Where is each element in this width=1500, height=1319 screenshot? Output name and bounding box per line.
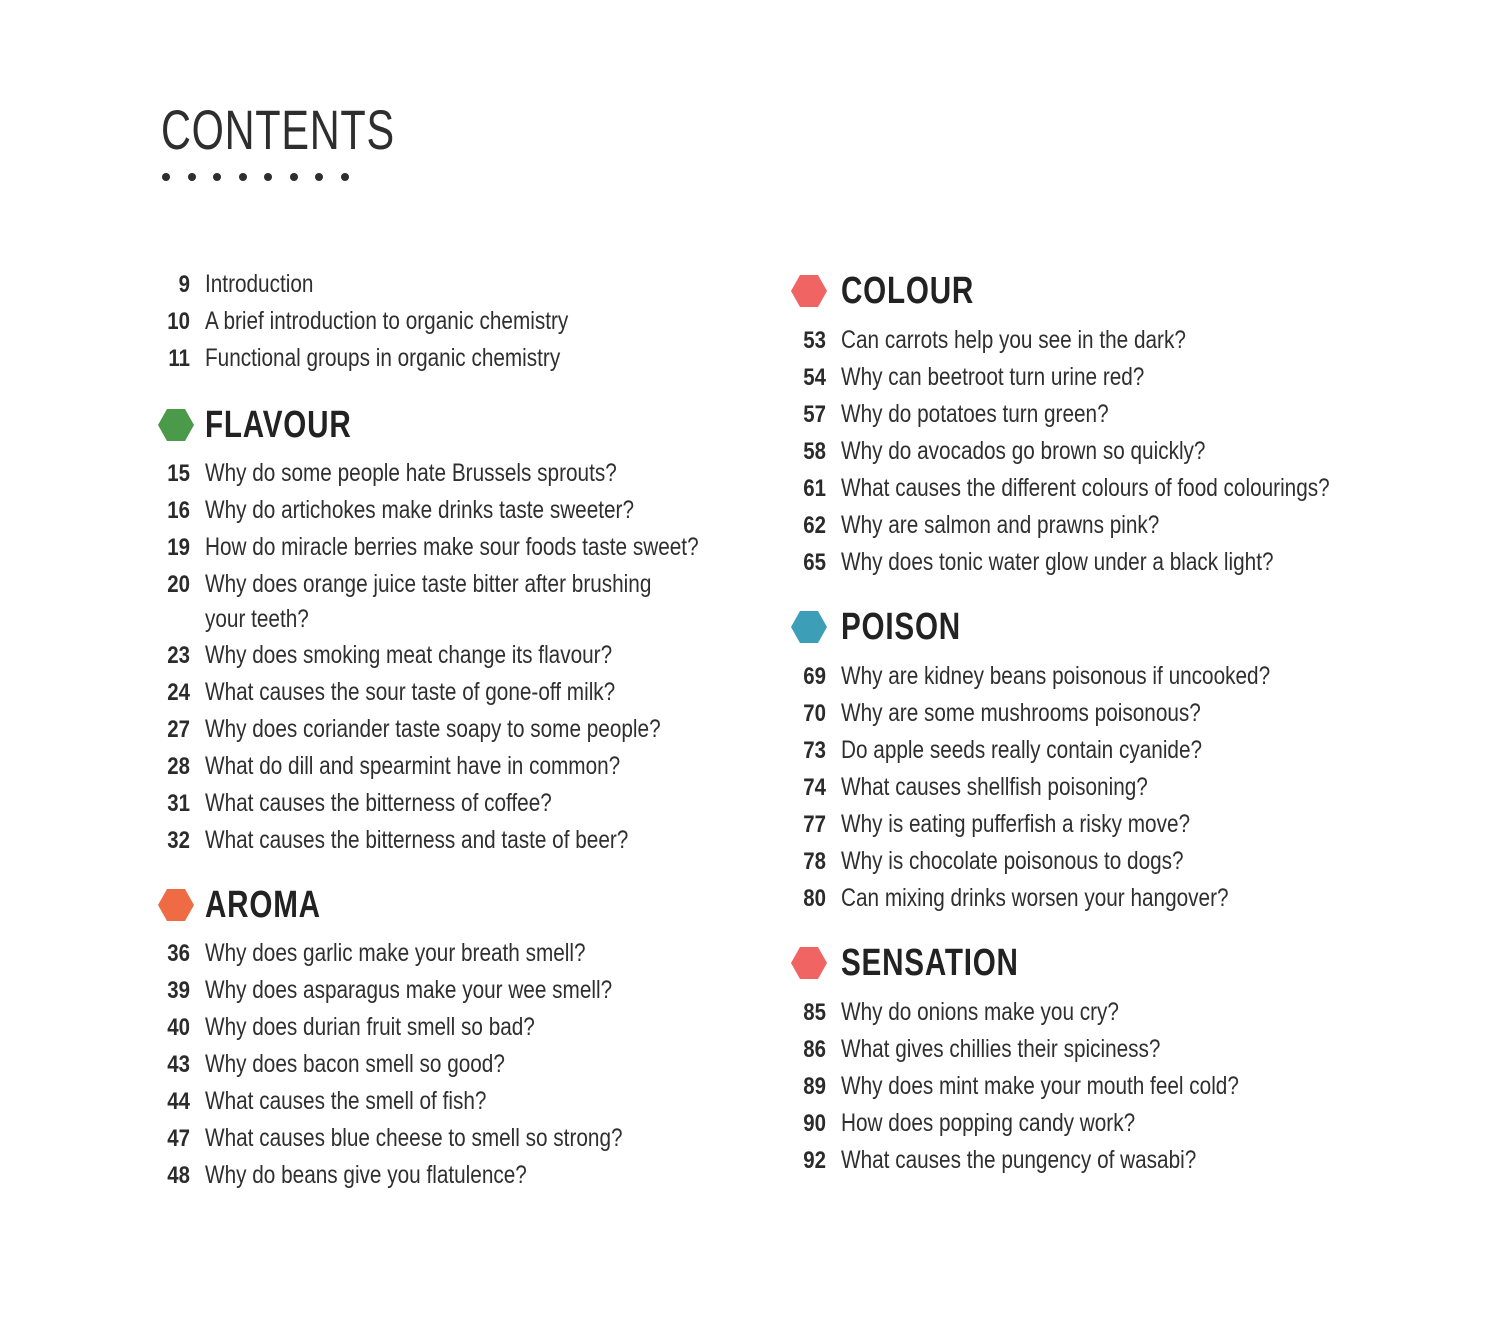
page-number: 43: [167, 1051, 190, 1078]
toc-entry: [0, 1144, 1500, 1181]
entry-title: Why do onions make you cry?: [841, 998, 1119, 1026]
page-number: 62: [803, 512, 826, 539]
dot: [213, 173, 221, 181]
page-number: 54: [803, 364, 826, 391]
entry-title: Why does tonic water glow under a black light?: [841, 548, 1274, 576]
toc-entry: [0, 1033, 1500, 1070]
entry-title: Why does coriander taste soapy to some people?: [205, 715, 661, 743]
page-number: 58: [803, 438, 826, 465]
page-number: 86: [803, 1036, 826, 1063]
page-number: 11: [168, 345, 190, 372]
entry-title: Why do some people hate Brussels sprouts?: [205, 459, 617, 487]
entry-title: A brief introduction to organic chemistry: [205, 307, 569, 335]
page-number: 48: [167, 1162, 190, 1189]
entry-title: Why is chocolate poisonous to dogs?: [841, 847, 1184, 875]
dot: [341, 173, 349, 181]
entry-title: What gives chillies their spiciness?: [841, 1035, 1161, 1063]
entry-title: Why does garlic make your breath smell?: [205, 939, 586, 967]
page-number: 23: [167, 642, 190, 669]
entry-title: Why do avocados go brown so quickly?: [841, 437, 1206, 465]
page-number: 90: [803, 1110, 826, 1137]
toc-entry: [0, 996, 1500, 1033]
page-number: 20: [167, 571, 190, 598]
toc-entry: [0, 660, 1500, 697]
entry-title: Why are kidney beans poisonous if uncooked?: [841, 662, 1271, 690]
entry-title: Why do beans give you flatulence?: [205, 1161, 527, 1189]
section-heading-poison: [791, 605, 1391, 649]
entry-title: What do dill and spearmint have in common?: [205, 752, 621, 780]
section-title: AROMA: [205, 884, 321, 926]
page-number: 69: [803, 663, 826, 690]
toc-entry: [0, 1107, 1500, 1144]
entry-title: Introduction: [205, 270, 314, 298]
page-number: 85: [803, 999, 826, 1026]
entry-title: Why does smoking meat change its flavour?: [205, 641, 613, 669]
page-number: 36: [167, 940, 190, 967]
toc-entry: [0, 546, 1500, 583]
section-title: COLOUR: [841, 270, 975, 312]
page-number: 24: [167, 679, 190, 706]
section-heading-sensation: [791, 941, 1391, 985]
page-number: 44: [167, 1088, 190, 1115]
toc-entry: [0, 734, 1500, 771]
entry-title: Can carrots help you see in the dark?: [841, 326, 1186, 354]
toc-entry: [0, 845, 1500, 882]
dot: [264, 173, 272, 181]
page-number: 77: [803, 811, 826, 838]
entry-title: What causes the pungency of wasabi?: [841, 1146, 1197, 1174]
toc-entry: [0, 1070, 1500, 1107]
entry-title: How does popping candy work?: [841, 1109, 1136, 1137]
entry-title: What causes blue cheese to smell so strong?: [205, 1124, 623, 1152]
entry-title: Why are some mushrooms poisonous?: [841, 699, 1201, 727]
page-number: 78: [803, 848, 826, 875]
page-number: 16: [167, 497, 190, 524]
page-number: 15: [167, 460, 190, 487]
entry-title: Why does bacon smell so good?: [205, 1050, 505, 1078]
entry-title: Why are salmon and prawns pink?: [841, 511, 1160, 539]
page-number: 9: [178, 271, 190, 298]
entry-title: Why can beetroot turn urine red?: [841, 363, 1145, 391]
entry-title: Can mixing drinks worsen your hangover?: [841, 884, 1229, 912]
entry-title: Why do artichokes make drinks taste sweeter?: [205, 496, 635, 524]
toc-entry: [0, 435, 1500, 472]
entry-title-continuation: your teeth?: [205, 605, 309, 633]
title-dot-divider: [162, 173, 349, 181]
entry-title: Why does orange juice taste bitter after brushing: [205, 570, 652, 598]
entry-title: Why does mint make your mouth feel cold?: [841, 1072, 1239, 1100]
toc-entry: [0, 361, 1500, 398]
section-heading-colour: [791, 269, 1391, 313]
page-number: 28: [167, 753, 190, 780]
entry-title: What causes the sour taste of gone-off milk?: [205, 678, 616, 706]
entry-title: What causes the bitterness and taste of beer?: [205, 826, 629, 854]
entry-title: Why does asparagus make your wee smell?: [205, 976, 613, 1004]
page-number: 19: [167, 534, 190, 561]
dot: [290, 173, 298, 181]
entry-title: How do miracle berries make sour foods taste sweet?: [205, 533, 699, 561]
page-title: CONTENTS: [161, 98, 395, 161]
page-number: 10: [167, 308, 190, 335]
dot: [239, 173, 247, 181]
entry-title: What causes the bitterness of coffee?: [205, 789, 552, 817]
toc-entry: [0, 324, 1500, 361]
entry-title: Functional groups in organic chemistry: [205, 344, 561, 372]
page-number: 40: [167, 1014, 190, 1041]
page-number: 92: [803, 1147, 826, 1174]
dot: [315, 173, 323, 181]
page-number: 47: [167, 1125, 190, 1152]
entry-title: Why is eating pufferfish a risky move?: [841, 810, 1191, 838]
entry-title: What causes shellfish poisoning?: [841, 773, 1148, 801]
entry-title: Do apple seeds really contain cyanide?: [841, 736, 1203, 764]
toc-entry: [0, 697, 1500, 734]
section-title: POISON: [841, 606, 961, 648]
dot: [162, 173, 170, 181]
page-number: 32: [167, 827, 190, 854]
toc-entry: [0, 882, 1500, 919]
page-number: 61: [803, 475, 826, 502]
page-number: 53: [803, 327, 826, 354]
entry-title: Why do potatoes turn green?: [841, 400, 1109, 428]
dot: [188, 173, 196, 181]
toc-entry: [0, 808, 1500, 845]
page-number: 31: [167, 790, 190, 817]
page-number: 73: [803, 737, 826, 764]
page-number: 80: [803, 885, 826, 912]
page-number: 39: [167, 977, 190, 1004]
toc-entry: [0, 472, 1500, 509]
page-number: 65: [803, 549, 826, 576]
page-number: 74: [803, 774, 826, 801]
toc-entry: [0, 509, 1500, 546]
toc-entry: [0, 771, 1500, 808]
section-title: SENSATION: [841, 942, 1019, 984]
page-number: 57: [803, 401, 826, 428]
page-number: 70: [803, 700, 826, 727]
entry-title: What causes the different colours of food colourings?: [841, 474, 1330, 502]
entry-title: Why does durian fruit smell so bad?: [205, 1013, 535, 1041]
page-number: 89: [803, 1073, 826, 1100]
page-number: 27: [167, 716, 190, 743]
section-title: FLAVOUR: [205, 404, 352, 446]
toc-entry: [0, 398, 1500, 435]
entry-title: What causes the smell of fish?: [205, 1087, 487, 1115]
